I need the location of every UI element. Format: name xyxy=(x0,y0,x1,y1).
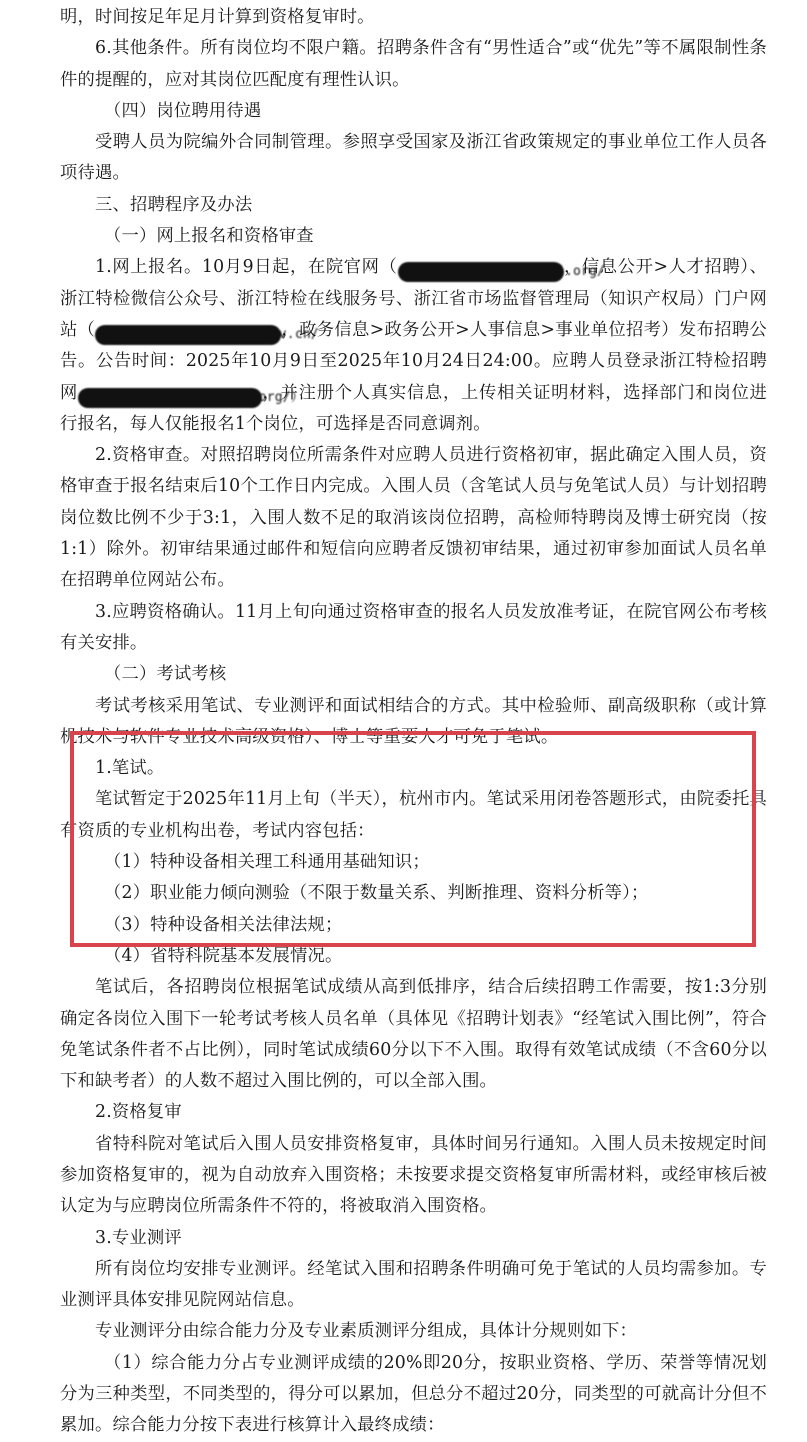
section-heading: （一）网上报名和资格审查 xyxy=(104,226,314,247)
text-run: ，信息公开>人才招聘）、浙江特检微信公众号、浙江特检在线服务号、浙江省市场监督管理局（知识产权局）门户网站（ xyxy=(60,257,767,340)
section-heading: 3.专业测评 xyxy=(95,1227,182,1248)
paragraph: 笔试暂定于2025年11月上旬（半天），杭州市内。笔试采用闭卷答题形式，由院委托具有资质的专业机构出卷，考试内容包括： xyxy=(60,789,767,841)
redacted-url: https://www.zjtj.org/ xyxy=(398,262,564,282)
list-item: （3）特种设备相关法律法规； xyxy=(104,914,343,935)
list-item: （1）综合能力分占专业测评成绩的20%即20分，按职业资格、学历、荣誉等情况划分为三种类型，不同类型的，得分可以累加，但总分不超过20分，同类型的可就高计分但不累加。综合能力分按下表进行核算计入最终成绩： xyxy=(60,1352,767,1436)
list-item: （1）特种设备相关理工科通用基础知识； xyxy=(104,852,430,873)
paragraph: 受聘人员为院编外合同制管理。参照享受国家及浙江省政策规定的事业单位工作人员各项待遇。 xyxy=(60,132,767,184)
paragraph: 考试考核采用笔试、专业测评和面试相结合的方式。其中检验师、副高级职称（或计算机技术与软件专业技术高级资格）、博士等重要人才可免于笔试。 xyxy=(60,695,767,747)
redacted-url: （https://cp.zjtj.org/） xyxy=(78,388,262,408)
paragraph: 所有岗位均安排专业测评。经笔试入围和招聘条件明确可免于笔试的人员均需参加。专业测评具体安排见院网站信息。 xyxy=(60,1258,767,1311)
paragraph: 明，时间按足年足月计算到资格复审时。 xyxy=(60,7,375,27)
section-heading: 三、招聘程序及办法 xyxy=(95,194,253,215)
text-run: 1.网上报名。10月9日起，在院官网（ xyxy=(95,257,398,278)
paragraph: 笔试后，各招聘岗位根据笔试成绩从高到低排序，结合后续招聘工作需要，按1:3分别确定各岗位入围下一轮考试考核人员名单（具体见《招聘计划表》“经笔试入围比例”，符合免笔试条件者不占比例），同时笔试成绩60分以下不入围。取得有效笔试成绩（不含60分以下和缺考者）的人数不超过入围比例的，可以全部入围。 xyxy=(60,977,767,1092)
paragraph: 2.资格审查。对照招聘岗位所需条件对应聘人员进行资格初审，据此确定入围人员，资格审查于报名结束后10个工作日内完成。入围人员（含笔试人员与免笔试人员）与计划招聘岗位数比例不少于3:1，入围人数不足的取消该岗位招聘，高检师特聘岗及博士研究岗（按1:1）除外。初审结果通过邮件和短信向应聘者反馈初审结果，通过初审参加面试人员名单在招聘单位网站公布。 xyxy=(60,445,767,591)
section-heading: （四）岗位聘用待遇 xyxy=(104,100,262,121)
text-run: ，政务信息>政务公开>人事信息>事业单位招考）发布招聘公告。公告时间：2025年10月9日至2025年10月24日24:00。应聘人员登录浙江特检招聘网 xyxy=(60,319,767,403)
section-heading: 2.资格复审 xyxy=(95,1102,182,1123)
section-heading: （二）考试考核 xyxy=(104,664,227,685)
section-heading: 1.笔试。 xyxy=(95,758,165,779)
paragraph: 专业测评分由综合能力分及专业素质测评分组成，具体计分规则如下： xyxy=(95,1321,637,1342)
paragraph: 6.其他条件。所有岗位均不限户籍。招聘条件含有“男性适合”或“优先”等不属限制性条件的提醒的，应对其岗位匹配度有理性认识。 xyxy=(60,38,767,90)
list-item: （2）职业能力倾向测验（不限于数量关系、判断推理、资料分析等）； xyxy=(104,883,649,904)
text-run: ，并注册个人真实信息，上传相关证明材料，选择部门和岗位进行报名，每人仅能报名1个岗位，可选择是否同意调剂。 xyxy=(60,382,768,434)
paragraph: 省特科院对笔试后入围人员安排资格复审，具体时间另行通知。入围人员未按规定时间参加资格复审的，视为自动放弃入围资格；未按要求提交资格复审所需材料，或经审核后被认定为与应聘岗位所需条件不符的，将被取消入围资格。 xyxy=(60,1133,767,1217)
paragraph: 3.应聘资格确认。11月上旬向通过资格审查的报名人员发放准考证，在院官网公布考核有关安排。 xyxy=(60,601,767,653)
list-item: （4）省特科院基本发展情况。 xyxy=(104,945,343,966)
paragraph-online-registration xyxy=(60,252,767,440)
redacted-url: http://zjamr.zj.gov.cn/ xyxy=(95,325,281,345)
